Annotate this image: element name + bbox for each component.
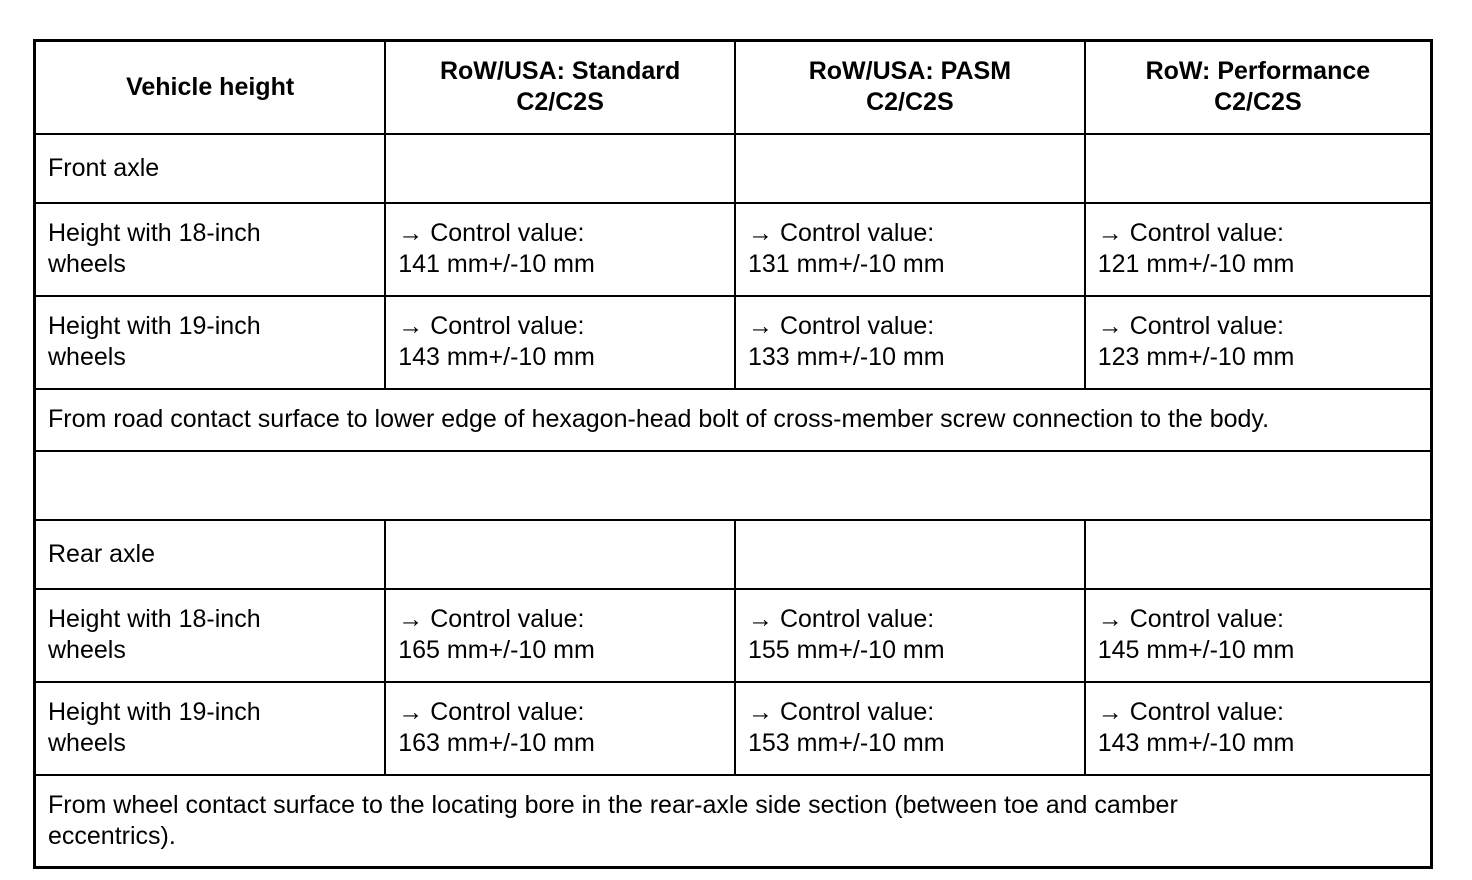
control-value-measure: 143 mm+/-10 mm <box>398 343 595 371</box>
header-pasm-line2: C2/C2S <box>866 88 954 117</box>
table-row <box>35 296 1432 389</box>
control-value-label: → Control value: <box>398 698 585 726</box>
front-note-row <box>35 389 1432 451</box>
header-performance-line2: C2/C2S <box>1214 88 1302 117</box>
vehicle-height-table <box>33 39 1433 869</box>
row-label <box>35 589 386 682</box>
front-axle-note: From road contact surface to lower edge of hexagon-head bolt of cross-member screw connection to the body. <box>35 389 1432 451</box>
empty-cell <box>385 520 735 589</box>
header-performance <box>1085 41 1432 134</box>
control-value-cell <box>735 682 1085 775</box>
control-value-label: → Control value: <box>748 605 935 633</box>
row-label-line2: wheels <box>48 343 126 371</box>
control-value-measure: 155 mm+/-10 mm <box>748 636 945 664</box>
control-value-measure: 131 mm+/-10 mm <box>748 250 945 278</box>
control-value-measure: 153 mm+/-10 mm <box>748 729 945 757</box>
front-axle-section-row <box>35 134 1432 203</box>
header-pasm-line1: RoW/USA: PASM <box>808 57 1012 86</box>
row-label-line2: wheels <box>48 250 126 278</box>
control-value-cell <box>735 296 1085 389</box>
control-value-label: → Control value: <box>1097 605 1284 633</box>
header-standard-line2: C2/C2S <box>516 88 604 117</box>
empty-cell <box>1085 520 1432 589</box>
header-vehicle-height: Vehicle height <box>35 41 386 134</box>
empty-cell <box>1085 134 1432 203</box>
rear-axle-note-line1: From wheel contact surface to the locating bore in the rear-axle side section (between toe and camber <box>48 790 1178 819</box>
table-row <box>35 203 1432 296</box>
row-label <box>35 203 386 296</box>
header-row <box>35 41 1432 134</box>
rear-axle-section-row <box>35 520 1432 589</box>
control-value-label: → Control value: <box>398 312 585 340</box>
control-value-cell <box>385 296 735 389</box>
control-value-cell <box>1085 203 1432 296</box>
row-label-line1: Height with 18-inch <box>48 605 261 633</box>
header-pasm <box>735 41 1085 134</box>
control-value-measure: 133 mm+/-10 mm <box>748 343 945 371</box>
row-label-line2: wheels <box>48 636 126 664</box>
control-value-label: → Control value: <box>398 605 585 633</box>
rear-axle-note-line2: eccentrics). <box>48 821 176 850</box>
empty-cell <box>735 134 1085 203</box>
control-value-label: → Control value: <box>1097 219 1284 247</box>
control-value-cell <box>1085 589 1432 682</box>
spacer-row <box>35 451 1432 520</box>
empty-cell <box>35 451 1432 520</box>
control-value-label: → Control value: <box>1097 312 1284 340</box>
control-value-cell <box>1085 296 1432 389</box>
header-standard-line1: RoW/USA: Standard <box>439 57 681 86</box>
rear-note-row <box>35 775 1432 868</box>
control-value-cell <box>735 203 1085 296</box>
row-label-line1: Height with 19-inch <box>48 698 261 726</box>
table-row <box>35 682 1432 775</box>
control-value-cell <box>1085 682 1432 775</box>
control-value-label: → Control value: <box>398 219 585 247</box>
row-label-line1: Height with 18-inch <box>48 219 261 247</box>
rear-axle-note <box>35 775 1432 868</box>
rear-axle-label: Rear axle <box>35 520 386 589</box>
control-value-measure: 143 mm+/-10 mm <box>1097 729 1295 757</box>
header-standard <box>385 41 735 134</box>
control-value-measure: 141 mm+/-10 mm <box>398 250 595 278</box>
header-performance-line1: RoW: Performance <box>1145 57 1371 86</box>
empty-cell <box>385 134 735 203</box>
control-value-measure: 145 mm+/-10 mm <box>1097 636 1295 664</box>
control-value-label: → Control value: <box>748 219 935 247</box>
control-value-label: → Control value: <box>1097 698 1284 726</box>
control-value-measure: 121 mm+/-10 mm <box>1097 250 1295 278</box>
row-label-line1: Height with 19-inch <box>48 312 261 340</box>
control-value-measure: 165 mm+/-10 mm <box>398 636 595 664</box>
control-value-label: → Control value: <box>748 698 935 726</box>
control-value-measure: 123 mm+/-10 mm <box>1097 343 1295 371</box>
front-axle-label: Front axle <box>35 134 386 203</box>
control-value-label: → Control value: <box>748 312 935 340</box>
row-label <box>35 682 386 775</box>
empty-cell <box>735 520 1085 589</box>
table-row <box>35 589 1432 682</box>
control-value-cell <box>385 203 735 296</box>
control-value-measure: 163 mm+/-10 mm <box>398 729 595 757</box>
control-value-cell <box>385 589 735 682</box>
control-value-cell <box>385 682 735 775</box>
control-value-cell <box>735 589 1085 682</box>
row-label <box>35 296 386 389</box>
row-label-line2: wheels <box>48 729 126 757</box>
